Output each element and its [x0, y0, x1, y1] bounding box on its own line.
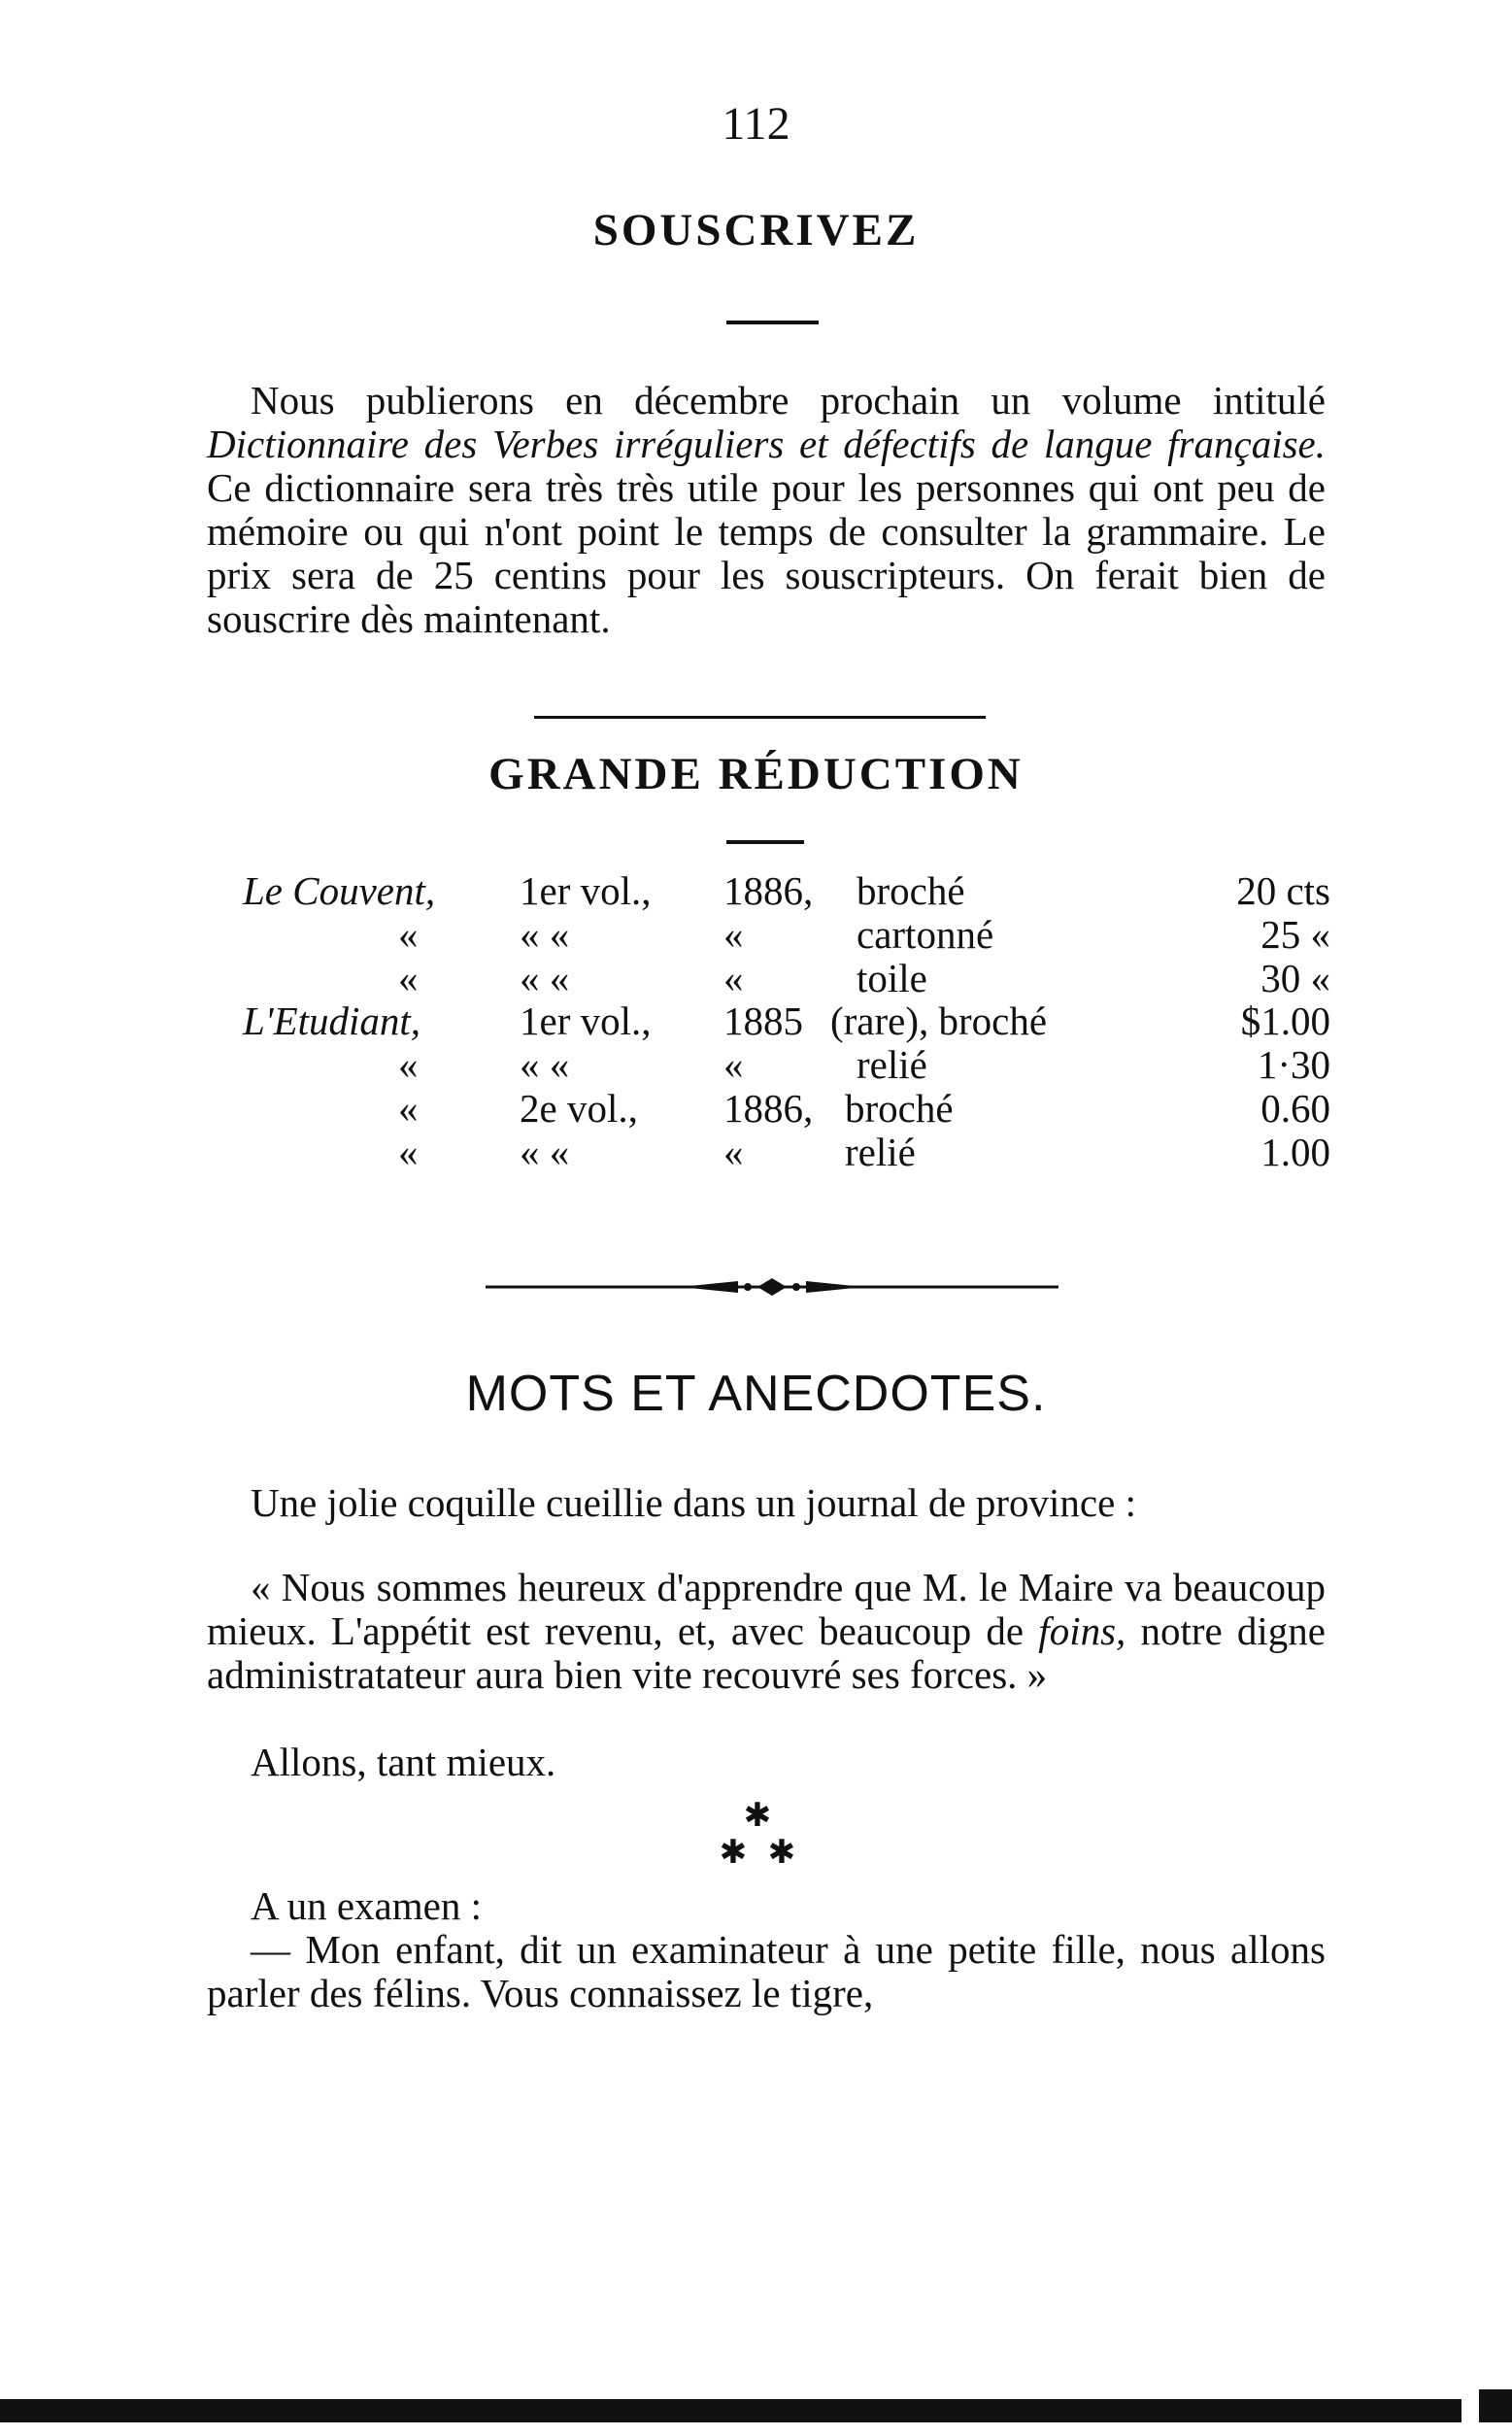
price: 30 «: [1260, 955, 1330, 1000]
binding: relié: [845, 1129, 916, 1174]
price-row: [243, 1043, 1330, 1087]
subscribe-text-before: Nous publierons en décembre prochain un volume intitulé: [251, 378, 1326, 423]
price-row: [243, 999, 1330, 1043]
year: «: [723, 1129, 744, 1174]
binding: toile: [857, 955, 927, 1000]
edition: « «: [520, 1042, 570, 1088]
asterism: [714, 1795, 801, 1873]
price-table: [243, 869, 1330, 1174]
edition: « «: [520, 955, 570, 1000]
scan-edge-mark: [1479, 2389, 1512, 2422]
svg-text:✱: ✱: [719, 1833, 748, 1872]
anecdote-intro-text: Une jolie coquille cueillie dans un journal de province :: [251, 1480, 1136, 1525]
closing-text: Allons, tant mieux.: [251, 1740, 556, 1784]
year: 1886,: [723, 868, 814, 913]
page-number: 112: [722, 98, 790, 150]
price: 20 cts: [1236, 868, 1330, 913]
exam-heading: [207, 1884, 1326, 1928]
anecdotes-heading: MOTS ET ANECDOTES.: [465, 1366, 1047, 1422]
year: 1885: [723, 998, 803, 1044]
year: «: [723, 1042, 744, 1088]
publication-title: «: [398, 955, 419, 1000]
price-row: [243, 957, 1330, 1000]
anecdote-quote: [207, 1566, 1326, 1697]
edition: « «: [520, 911, 570, 957]
edition: « «: [520, 1129, 570, 1174]
exam-title: A un examen :: [251, 1883, 482, 1928]
exam-text: — Mon enfant, dit un examinateur à une petite fille, nous allons parler des félins. Vous connaissez le tigre,: [207, 1927, 1326, 2015]
binding: (rare), broché: [830, 998, 1048, 1044]
book-title: Dictionnaire des Verbes irréguliers et défectifs de langue française.: [207, 422, 1326, 466]
short-rule: [726, 840, 804, 844]
binding: relié: [857, 1042, 927, 1088]
scan-edge-bar: [0, 2399, 1462, 2422]
price: 0.60: [1260, 1085, 1330, 1131]
publication-title: L'Etudiant,: [243, 998, 421, 1044]
subscribe-heading: SOUSCRIVEZ: [592, 205, 920, 255]
publication-title: «: [398, 911, 419, 957]
publication-title: «: [398, 1085, 419, 1131]
publication-title: «: [398, 1042, 419, 1088]
short-rule: [726, 321, 819, 324]
price-row: [243, 913, 1330, 957]
publication-title: «: [398, 1129, 419, 1174]
binding: broché: [845, 1085, 954, 1131]
quote-text-before: « Nous sommes heureux d'apprendre que M. le Maire va beaucoup mieux. L'appétit est revenu, et, avec beaucoup de: [207, 1565, 1326, 1653]
year: «: [723, 955, 744, 1000]
svg-text:✱: ✱: [767, 1833, 796, 1872]
price-row: [243, 1087, 1330, 1131]
svg-text:✱: ✱: [743, 1796, 772, 1835]
price: 25 «: [1260, 911, 1330, 957]
quote-italic: foins,: [1038, 1608, 1126, 1653]
price: $1.00: [1240, 998, 1330, 1044]
quote-text-after: notre digne administratateur aura bien vite recouvré ses forces. »: [207, 1608, 1326, 1697]
edition: 2e vol.,: [520, 1085, 638, 1131]
price-row: [243, 869, 1330, 913]
year: 1886,: [723, 1085, 814, 1131]
section-divider: [534, 716, 986, 719]
ornamental-divider: [486, 1263, 1058, 1311]
year: «: [723, 911, 744, 957]
subscribe-paragraph: [207, 379, 1326, 641]
subscribe-text-after: Ce dictionnaire sera très très utile pour les personnes qui ont peu de mémoire ou qui n'ont point le temps de consulter la grammaire. Le prix sera de 25 centins pour les souscripteurs. On ferait bien de souscrire dès maintenant.: [207, 465, 1326, 641]
price: 1·30: [1257, 1042, 1330, 1088]
anecdote-closing: [207, 1741, 1326, 1784]
publication-title: Le Couvent,: [243, 868, 436, 913]
exam-paragraph: [207, 1928, 1326, 2015]
binding: broché: [857, 868, 965, 913]
binding: cartonné: [857, 911, 994, 957]
reduction-heading: GRANDE RÉDUCTION: [488, 749, 1024, 799]
price: 1.00: [1260, 1129, 1330, 1174]
anecdote-intro: [207, 1481, 1326, 1525]
price-row: [243, 1131, 1330, 1174]
edition: 1er vol.,: [520, 998, 652, 1044]
edition: 1er vol.,: [520, 868, 652, 913]
